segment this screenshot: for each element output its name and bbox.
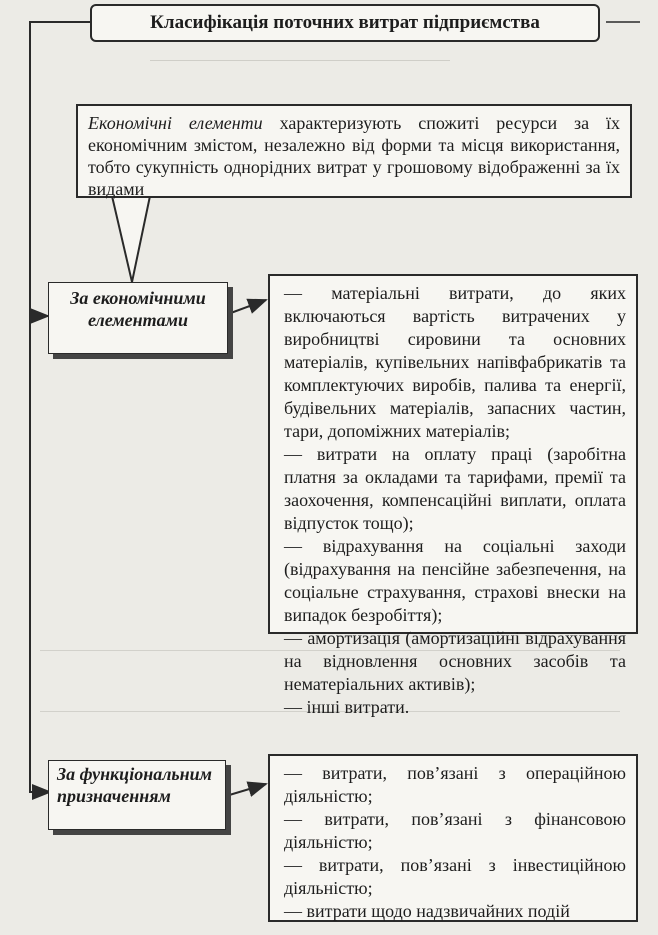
list-item: — витрати щодо надзвичайних подій: [284, 901, 570, 921]
definition-text: характеризують спожиті ресурси за їх економічним змістом, незалежно від форми та місця використання, тобто сукупність однорідних витрат у грошовому відображенні за їх видами: [88, 113, 621, 199]
list-item: — матеріальні витрати, до яких включаються вартість витрачених у виробництві сировини та основних матеріалів, купівельних напівфабрикатів та комплектуючих виробів, палива та енергії, будівельних матеріалів, запасних частин, тари, допоміжних матеріалів;: [284, 283, 626, 441]
arrow-economic-to-list: [228, 300, 266, 314]
list-item: — витрати, пов’язані з операційною діяльністю;: [284, 763, 626, 806]
list-item: — витрати, пов’язані з фінансовою діяльністю;: [284, 809, 626, 852]
definition-term: Економічні елементи: [88, 113, 263, 133]
category-economic-elements: За економічними елементами: [48, 282, 228, 354]
callout-tail: [112, 196, 150, 282]
category-functional-purpose: За функціональним призначенням: [48, 760, 226, 830]
list-item: — витрати на оплату праці (заробітна платня за окладами та тарифами, премії та заохочення, компенсаційні виплати, оплата відпусток тощо);: [284, 444, 626, 533]
list-item: — інші витрати.: [284, 697, 410, 717]
list-item: — витрати, пов’язані з інвестиційною діяльністю;: [284, 855, 626, 898]
list-item: — відрахування на соціальні заходи (відрахування на пенсійне забезпечення, на соціальне страхування, страхові внески на випадок безробіття);: [284, 536, 626, 625]
list-item: — амортизація (амортизаційні відрахування на відновлення основних засобів та нематеріальних активів);: [284, 628, 626, 694]
definition-callout: [76, 104, 632, 198]
diagram-title: Класифікація поточних витрат підприємства: [90, 4, 600, 42]
functional-purpose-list: [268, 754, 638, 922]
arrow-functional-to-list: [226, 784, 266, 796]
economic-elements-list: [268, 274, 638, 717]
